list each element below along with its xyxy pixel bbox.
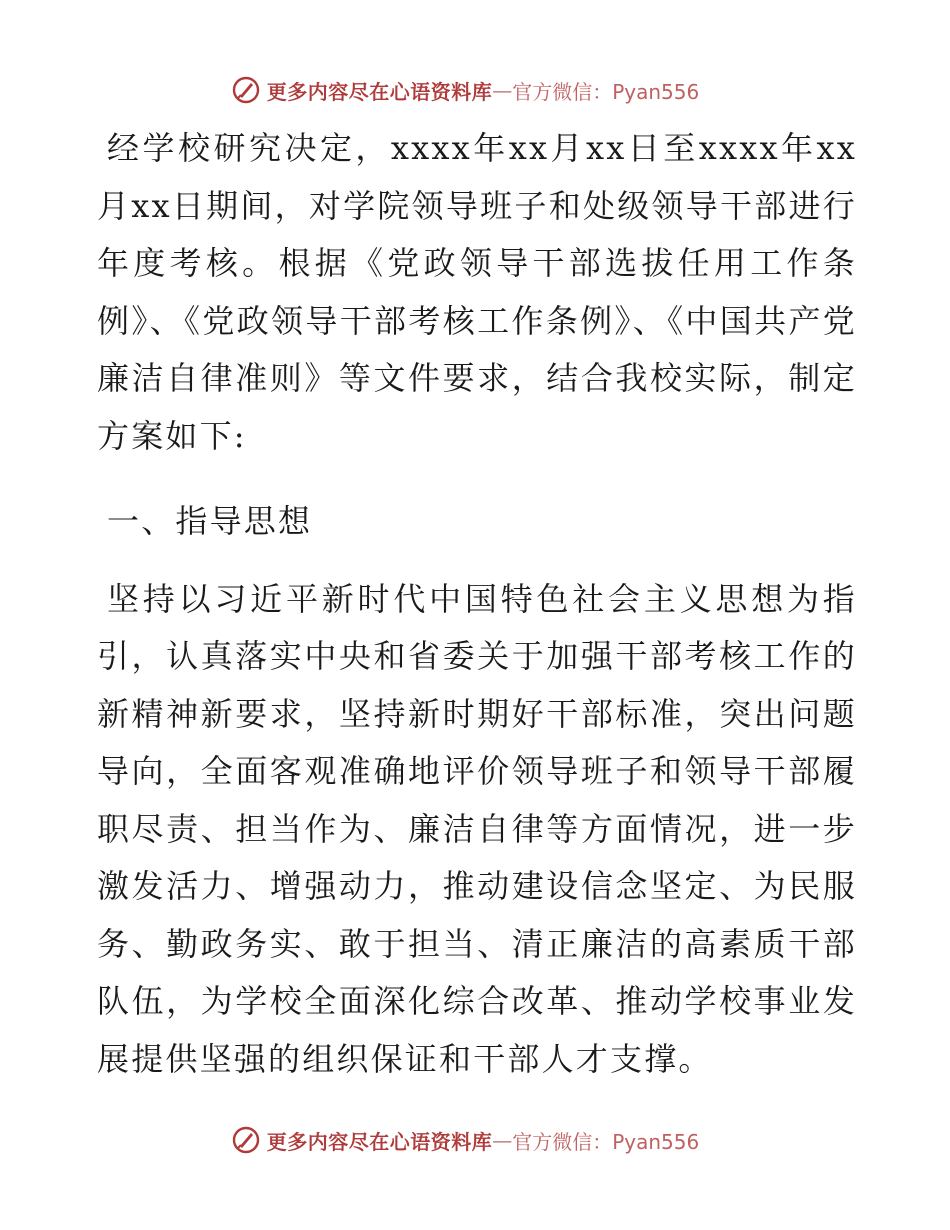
watermark-dash: — xyxy=(492,78,513,102)
watermark-wechat-text: 官方微信：Pyan556 xyxy=(512,1129,700,1154)
document-body xyxy=(97,120,857,1088)
quill-logo-icon xyxy=(231,1125,261,1155)
intro-paragraph: 经学校研究决定，xxxx年xx月xx日至xxxx年xx月xx日期间，对学院领导班子和处级领导干部进行年度考核。根据《党政领导干部选拔任用工作条例》、《党政领导干部考核工作条例》、《中国共产党廉洁自律准则》等文件要求，结合我校实际，制定方案如下: xyxy=(97,129,857,455)
watermark-main-text: 更多内容尽在心语资料库 xyxy=(266,79,493,104)
watermark-wechat-text: 官方微信：Pyan556 xyxy=(512,79,700,104)
footer-watermark xyxy=(0,1120,950,1160)
guiding-thought-paragraph: 坚持以习近平新时代中国特色社会主义思想为指引，认真落实中央和省委关于加强干部考核工作的新精神新要求，坚持新时期好干部标准，突出问题导向，全面客观准确地评价领导班子和领导干部履职尽责、担当作为、廉洁自律等方面情况，进一步激发活力、增强动力，推动建设信念坚定、为民服务、勤政务实、敢于担当、清正廉洁的高素质干部队伍，为学校全面深化综合改革、推动学校事业发展提供坚强的组织保证和干部人才支撑。 xyxy=(97,579,857,1078)
header-watermark xyxy=(0,70,950,110)
watermark-main-text: 更多内容尽在心语资料库 xyxy=(266,1129,493,1154)
watermark-dash: — xyxy=(492,1128,513,1152)
section-heading-guiding-thought: 一、指导思想 xyxy=(107,502,313,540)
quill-logo-icon xyxy=(231,75,261,105)
